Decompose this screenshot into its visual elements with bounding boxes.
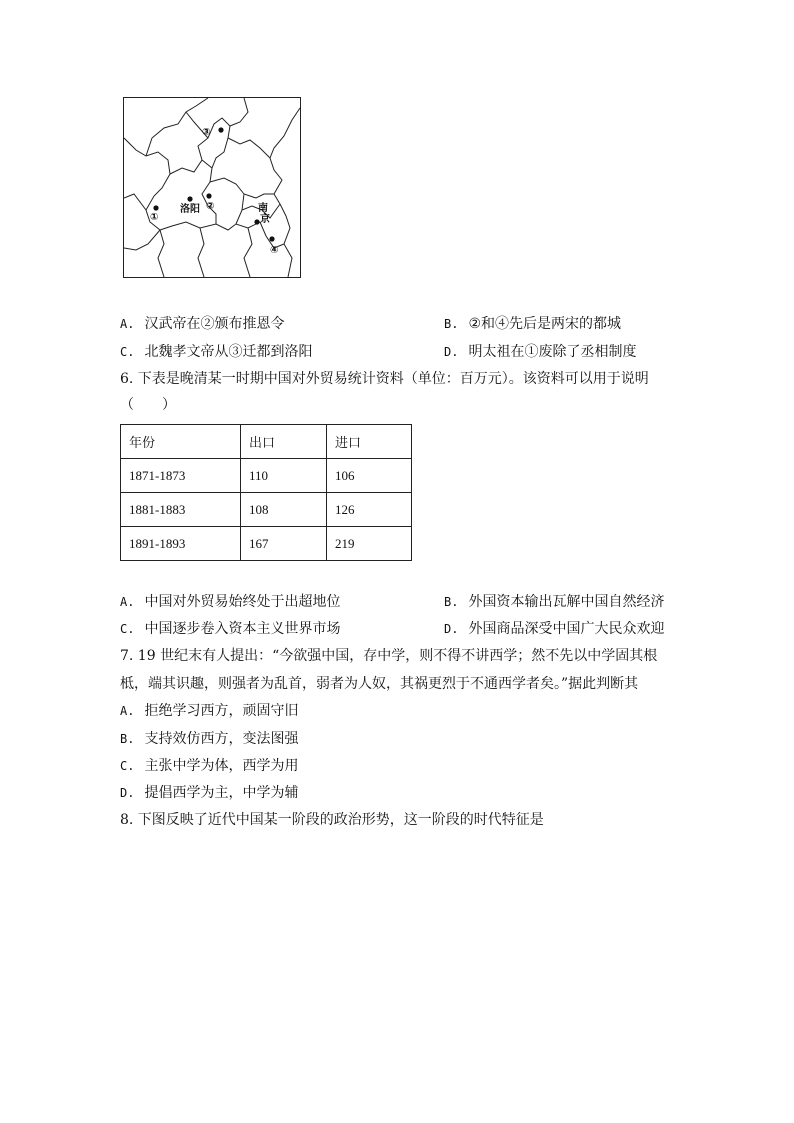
map-boundary bbox=[242, 194, 244, 210]
q5-option-b bbox=[444, 314, 621, 334]
option-text: 明太祖在①废除了丞相制度 bbox=[468, 344, 637, 360]
map-boundary bbox=[210, 178, 274, 198]
china-map-figure bbox=[123, 97, 301, 278]
table-cell: 1881-1883 bbox=[121, 493, 241, 527]
option-letter: C. bbox=[120, 622, 135, 636]
map-label-2: ② bbox=[206, 201, 215, 212]
option-text: ②和④先后是两宋的都城 bbox=[468, 316, 622, 332]
option-text: 提倡西学为主，中学为辅 bbox=[144, 785, 299, 801]
q6-answer-blank: （ ） bbox=[120, 397, 176, 413]
table-cell: 108 bbox=[241, 493, 327, 527]
option-text: 主张中学为体，西学为用 bbox=[144, 758, 299, 774]
map-boundary bbox=[124, 230, 160, 250]
map-label-4: ④ bbox=[270, 245, 279, 256]
city-dot-nanjing bbox=[254, 219, 259, 224]
option-letter: A. bbox=[120, 317, 135, 331]
map-boundary bbox=[230, 98, 248, 126]
map-boundary bbox=[212, 138, 228, 168]
option-letter: A. bbox=[120, 704, 135, 718]
table-header-cell: 年份 bbox=[121, 425, 241, 459]
q7-option-d bbox=[120, 783, 298, 803]
city-dot-4 bbox=[269, 236, 274, 241]
map-label-nanjing-1: 南 bbox=[258, 203, 268, 214]
option-text: 外国商品深受中国广大民众欢迎 bbox=[468, 621, 665, 637]
q7-option-a bbox=[120, 701, 298, 721]
option-text: 支持效仿西方，变法图强 bbox=[144, 731, 299, 747]
q5-option-c bbox=[120, 342, 312, 362]
option-letter: C. bbox=[120, 345, 135, 359]
table-header-row bbox=[121, 425, 412, 459]
q7-stem-line-1: 7. 19 世纪末有人提出：“今欲强中国，存中学，则不得不讲西学；然不先以中学固其根 bbox=[120, 648, 658, 664]
q7-stem-line-2: 柢，端其识趣，则强者为乱首，弱者为人奴，其祸更烈于不通西学者矣。”据此判断其 bbox=[120, 676, 639, 692]
q6-option-a bbox=[120, 592, 340, 612]
q7-option-b bbox=[120, 729, 298, 749]
city-dot-1 bbox=[153, 205, 158, 210]
table-row bbox=[121, 527, 412, 561]
map-label-nanjing-2: 京 bbox=[260, 214, 270, 225]
option-text: 中国对外贸易始终处于出超地位 bbox=[144, 594, 341, 610]
table-header-cell: 出口 bbox=[241, 425, 327, 459]
map-label-luoyang: 洛阳 bbox=[180, 204, 200, 215]
option-text: 中国逐步卷入资本主义世界市场 bbox=[144, 621, 341, 637]
option-text: 外国资本输出瓦解中国自然经济 bbox=[468, 594, 665, 610]
table-cell: 126 bbox=[327, 493, 412, 527]
map-boundary bbox=[244, 228, 252, 277]
q6-option-c bbox=[120, 619, 340, 639]
option-text: 拒绝学习西方，顽固守旧 bbox=[144, 703, 299, 719]
map-boundary bbox=[160, 222, 260, 230]
q6-stem: 6. 下表是晚清某一时期中国对外贸易统计资料（单位：百万元）。该资料可以用于说明 bbox=[120, 371, 649, 387]
table-cell: 106 bbox=[327, 459, 412, 493]
map-boundary bbox=[198, 228, 204, 277]
q7-option-c bbox=[120, 756, 298, 776]
option-letter: B. bbox=[444, 595, 459, 609]
table-header-cell: 进口 bbox=[327, 425, 412, 459]
table-row bbox=[121, 459, 412, 493]
table-cell: 1871-1873 bbox=[121, 459, 241, 493]
table-row bbox=[121, 493, 412, 527]
option-letter: B. bbox=[444, 317, 459, 331]
q5-option-d bbox=[444, 342, 636, 362]
map-boundary bbox=[170, 118, 230, 174]
map-boundary bbox=[202, 160, 216, 224]
city-dot-luoyang bbox=[187, 196, 192, 201]
trade-statistics-table bbox=[120, 424, 412, 561]
q6-option-d bbox=[444, 619, 664, 639]
q8-stem: 8. 下图反映了近代中国某一阶段的政治形势，这一阶段的时代特征是 bbox=[120, 812, 544, 828]
option-letter: C. bbox=[120, 759, 135, 773]
map-boundary bbox=[124, 194, 146, 210]
option-letter: D. bbox=[444, 345, 459, 359]
option-text: 北魏孝文帝从③迁都到洛阳 bbox=[144, 344, 313, 360]
map-boundary bbox=[228, 138, 270, 158]
table-cell: 110 bbox=[241, 459, 327, 493]
table-cell: 219 bbox=[327, 527, 412, 561]
map-label-1: ① bbox=[150, 212, 159, 223]
option-letter: D. bbox=[444, 622, 459, 636]
option-letter: A. bbox=[120, 595, 135, 609]
table-cell: 1891-1893 bbox=[121, 527, 241, 561]
q6-option-b bbox=[444, 592, 664, 612]
option-letter: D. bbox=[120, 786, 135, 800]
q5-option-a bbox=[120, 314, 284, 334]
map-drawing bbox=[124, 98, 300, 277]
option-letter: B. bbox=[120, 732, 135, 746]
city-dot-2 bbox=[206, 193, 211, 198]
table-cell: 167 bbox=[241, 527, 327, 561]
option-text: 汉武帝在②颁布推恩令 bbox=[144, 316, 285, 332]
map-boundary bbox=[158, 230, 164, 277]
map-label-3: ③ bbox=[202, 127, 211, 138]
city-dot-3 bbox=[218, 127, 223, 132]
